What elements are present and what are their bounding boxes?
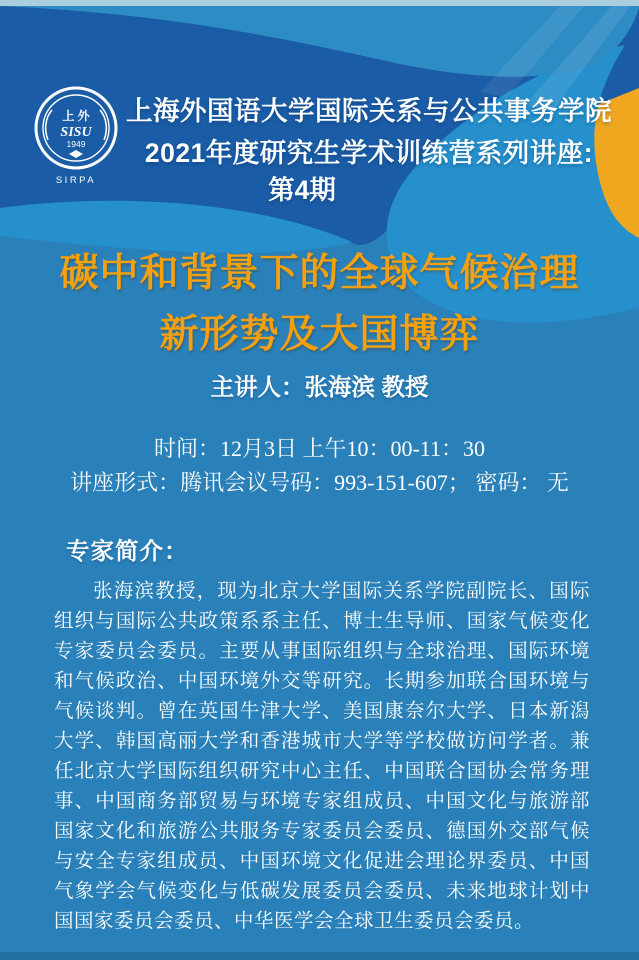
bottom-edge-strip [0,952,639,960]
top-strip-shape [0,0,639,6]
affiliation-line: 上海外国语大学国际关系与公共事务学院 [126,96,612,126]
bio-heading: 专家简介： [66,538,189,564]
lecture-title-line2: 新形势及大国博弈 [159,313,480,356]
meeting-format-line: 讲座形式：腾讯会议号码：993-151-607； 密码： 无 [70,470,569,495]
series-line: 2021年度研究生学术训练营系列讲座: [144,138,594,168]
logo-zh-text: 上 外 [62,109,90,123]
lecture-title [0,243,639,365]
logo-latin-text: SISU [60,125,92,140]
issue-line: 第4期 [268,175,336,205]
logo-book-icon [69,150,83,158]
speaker-line: 主讲人：张海滨 教授 [210,374,429,400]
lecture-title-line1: 碳中和背景下的全球气候治理 [59,252,580,295]
logo-year-text: 1949 [66,139,86,149]
bio-paragraph: 张海滨教授，现为北京大学国际关系学院副院长、国际组织与国际公共政策系系主任、博士生导师、国家气候变化专家委员会委员。主要从事国际组织与全球治理、国际环境和气候政治、中国环境外交等研究。长期参加联合国环境与气候谈判。曾在英国牛津大学、美国康奈尔大学、日本新潟大学、韩国高丽大学和香港城市大学等学校做访问学者。兼任北京大学国际组织研究中心主任、中国联合国协会常务理事、中国商务部贸易与环境专家组成员、中国文化与旅游部国家文化和旅游公共服务专家委员会委员、德国外交部气候与安全专家组成员、中国环境文化促进会理论界委员、中国气象学会气候变化与低碳发展委员会委员、未来地球计划中国国家委员会委员、中华医学会全球卫生委员会委员。 [54,581,590,932]
header-title-block [114,90,624,174]
time-line: 时间：12月3日 上午10：00-11：30 [153,436,485,461]
logo-caption-text: SIRPA [55,175,97,186]
